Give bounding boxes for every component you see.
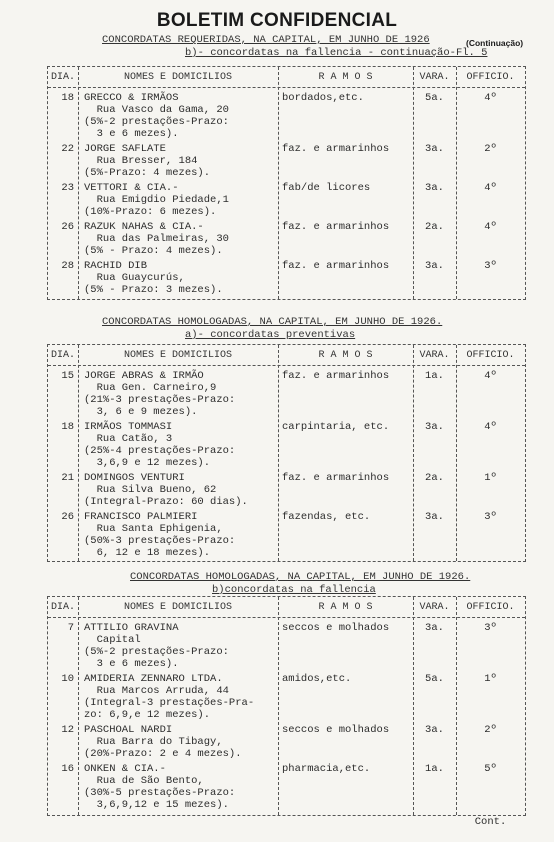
row-vara: 5a. (425, 92, 444, 104)
row-vara: 3a. (425, 511, 444, 523)
row-officio: 4º (484, 421, 497, 433)
row-vara: 3a. (425, 182, 444, 194)
row-detail-line: (5%-2 prestações-Prazo: (84, 646, 229, 658)
section-3-heading: CONCORDATAS HOMOLOGADAS, NA CAPITAL, EM JUNHO DE 1926. (130, 571, 471, 583)
column-header: DIA. (50, 350, 75, 361)
row-day: 21 (61, 472, 74, 484)
continued-note: Cont. (474, 816, 507, 828)
section-3-table (47, 596, 526, 828)
row-detail-line: 6, 12 e 18 mezes). (84, 547, 211, 559)
column-header: OFFICIO. (466, 602, 515, 613)
row-detail-line: Rua Marcos Arruda, 44 (84, 685, 229, 697)
column-header: OFFICIO. (466, 350, 515, 361)
row-name: DOMINGOS VENTURI (84, 472, 185, 484)
row-ramo: faz. e armarinhos (282, 143, 390, 155)
row-name: ONKEN & CIA.- (84, 763, 166, 775)
row-detail-line: (21%-3 prestações-Prazo: (84, 394, 236, 406)
row-detail-line: (Integral-3 prestações-Pra- (84, 697, 255, 709)
column-divider (278, 345, 279, 561)
row-detail-line: Rua das Palmeiras, 30 (84, 233, 229, 245)
row-detail-line: (25%-4 prestações-Prazo: (84, 445, 236, 457)
row-day: 18 (61, 421, 74, 433)
row-vara: 3a. (425, 421, 444, 433)
column-header: VARA. (419, 602, 450, 613)
row-detail-line: Rua Catão, 3 (84, 433, 173, 445)
row-detail-line: 3,6,9,12 e 15 mezes). (84, 799, 229, 811)
row-ramo: faz. e armarinhos (282, 221, 390, 233)
column-header: NOMES E DOMICILIOS (123, 602, 233, 613)
row-detail-line: (20%-Prazo: 2 e 4 mezes). (84, 748, 242, 760)
row-detail-line: 3, 6 e 9 mezes). (84, 406, 198, 418)
row-ramo: faz. e armarinhos (282, 370, 390, 382)
row-ramo: bordados,etc. (282, 92, 364, 104)
row-name: VETTORI & CIA.- (84, 182, 179, 194)
row-detail-line: Rua Guaycurús, (84, 272, 185, 284)
row-day: 18 (61, 92, 74, 104)
row-ramo: carpintaria, etc. (282, 421, 390, 433)
column-header: R A M O S (318, 602, 373, 613)
row-name: JORGE SAFLATE (84, 143, 166, 155)
row-detail-line: Rua Silva Bueno, 62 (84, 484, 217, 496)
row-detail-line: zo: 6,9,e 12 mezes). (84, 709, 211, 721)
row-name: GRECCO & IRMÃOS (84, 92, 179, 104)
document-title: BOLETIM CONFIDENCIAL (156, 10, 398, 31)
column-header: NOMES E DOMICILIOS (123, 350, 233, 361)
row-detail-line: Rua Santa Ephigenia, (84, 523, 223, 535)
row-ramo: fab/de licores (282, 182, 371, 194)
column-divider (278, 67, 279, 299)
section-1-subheading: b)- concordatas na fallencia - continuação-Fl. 5 (185, 47, 488, 59)
column-divider (78, 597, 79, 815)
row-detail-line: Rua de São Bento, (84, 775, 204, 787)
row-detail-line: 3 e 6 mezes). (84, 658, 179, 670)
row-officio: 3º (484, 260, 497, 272)
column-header: DIA. (50, 602, 75, 613)
row-day: 23 (61, 182, 74, 194)
row-ramo: fazendas, etc. (282, 511, 371, 523)
row-ramo: faz. e armarinhos (282, 472, 390, 484)
row-vara: 1a. (425, 370, 444, 382)
row-name: JORGE ABRAS & IRMÃO (84, 370, 204, 382)
row-officio: 4º (484, 221, 497, 233)
row-day: 7 (67, 622, 74, 634)
row-detail-line: (5%-2 prestações-Prazo: (84, 116, 229, 128)
row-officio: 1º (484, 472, 497, 484)
row-detail-line: (Integral-Prazo: 60 dias). (84, 496, 248, 508)
row-ramo: pharmacia,etc. (282, 763, 371, 775)
row-day: 16 (61, 763, 74, 775)
row-detail-line: Rua Emigdio Piedade,1 (84, 194, 229, 206)
header-divider (48, 617, 525, 618)
section-1-heading: CONCORDATAS REQUERIDAS, NA CAPITAL, EM JUNHO DE 1926 (102, 34, 430, 46)
row-day: 15 (61, 370, 74, 382)
section-2-table (47, 344, 526, 562)
row-detail-line: 3 e 6 mezes). (84, 128, 179, 140)
row-day: 26 (61, 221, 74, 233)
continuation-tag: (Continuação) (466, 38, 524, 48)
row-ramo: seccos e molhados (282, 622, 390, 634)
column-header: VARA. (419, 350, 450, 361)
row-detail-line: 3,6,9 e 12 mezes). (84, 457, 211, 469)
row-vara: 2a. (425, 472, 444, 484)
row-vara: 1a. (425, 763, 444, 775)
row-ramo: faz. e armarinhos (282, 260, 390, 272)
row-detail-line: (5%-Prazo: 4 mezes). (84, 167, 211, 179)
row-officio: 2º (484, 724, 497, 736)
row-detail-line: Capital (84, 634, 141, 646)
row-name: FRANCISCO PALMIERI (84, 511, 198, 523)
section-2-heading: CONCORDATAS HOMOLOGADAS, NA CAPITAL, EM JUNHO DE 1926. (102, 316, 443, 328)
row-vara: 5a. (425, 673, 444, 685)
column-divider (278, 597, 279, 815)
section-3-subheading: b)concordatas na fallencia (212, 584, 376, 596)
column-header: OFFICIO. (466, 72, 515, 83)
column-header: DIA. (50, 72, 75, 83)
row-officio: 3º (484, 511, 497, 523)
row-name: IRMÃOS TOMMASI (84, 421, 173, 433)
row-ramo: amidos,etc. (282, 673, 352, 685)
row-ramo: seccos e molhados (282, 724, 390, 736)
header-divider (48, 365, 525, 366)
column-divider (78, 345, 79, 561)
row-day: 22 (61, 143, 74, 155)
row-vara: 3a. (425, 143, 444, 155)
column-divider (78, 67, 79, 299)
section-1-table (47, 66, 526, 300)
row-name: AMIDERIA ZENNARO LTDA. (84, 673, 223, 685)
row-day: 10 (61, 673, 74, 685)
row-detail-line: (30%-5 prestações-Prazo: (84, 787, 236, 799)
row-vara: 2a. (425, 221, 444, 233)
row-detail-line: Rua Bresser, 184 (84, 155, 198, 167)
column-header: NOMES E DOMICILIOS (123, 72, 233, 83)
row-detail-line: (5% - Prazo: 4 mezes). (84, 245, 223, 257)
row-name: PASCHOAL NARDI (84, 724, 173, 736)
row-detail-line: (10%-Prazo: 6 mezes). (84, 206, 217, 218)
row-officio: 4º (484, 182, 497, 194)
header-divider (48, 87, 525, 88)
row-officio: 2º (484, 143, 497, 155)
row-vara: 3a. (425, 622, 444, 634)
row-officio: 4º (484, 370, 497, 382)
column-header: R A M O S (318, 350, 373, 361)
row-vara: 3a. (425, 260, 444, 272)
row-detail-line: (5% - Prazo: 3 mezes). (84, 284, 223, 296)
row-officio: 4º (484, 92, 497, 104)
row-day: 28 (61, 260, 74, 272)
row-detail-line: (50%-3 prestações-Prazo: (84, 535, 236, 547)
row-officio: 1º (484, 673, 497, 685)
row-name: RAZUK NAHAS & CIA.- (84, 221, 204, 233)
row-name: RACHID DIB (84, 260, 148, 272)
column-header: R A M O S (318, 72, 373, 83)
row-name: ATTILIO GRAVINA (84, 622, 179, 634)
row-officio: 5º (484, 763, 497, 775)
row-detail-line: Rua Barra do Tibagy, (84, 736, 223, 748)
row-vara: 3a. (425, 724, 444, 736)
row-day: 12 (61, 724, 74, 736)
row-detail-line: Rua Gen. Carneiro,9 (84, 382, 217, 394)
section-2-subheading: a)- concordatas preventivas (185, 329, 356, 341)
row-detail-line: Rua Vasco da Gama, 20 (84, 104, 229, 116)
column-header: VARA. (419, 72, 450, 83)
row-day: 26 (61, 511, 74, 523)
row-officio: 3º (484, 622, 497, 634)
